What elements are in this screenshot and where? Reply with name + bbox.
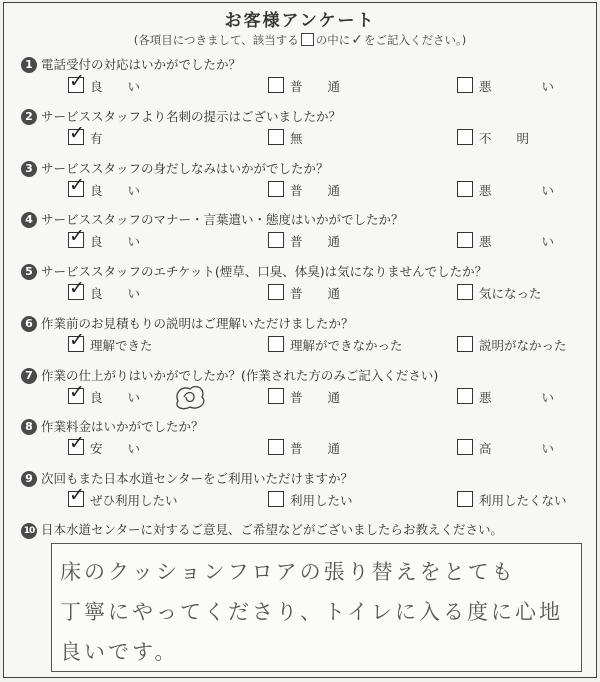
answer-option[interactable]	[457, 181, 587, 199]
answer-checkbox[interactable]	[457, 388, 473, 404]
checkmark-icon: ✓	[69, 381, 85, 403]
question-9	[4, 469, 598, 521]
answer-checkbox[interactable]	[268, 336, 284, 352]
checkmark-icon: ✓	[69, 432, 85, 454]
answer-checkbox[interactable]	[268, 491, 284, 507]
answer-option[interactable]	[68, 225, 248, 250]
doodle-scribble-icon	[172, 381, 208, 413]
question-10-label: 日本水道センターに対するご意見、ご希望などがございましたらお教えください。	[41, 522, 504, 537]
answer-option[interactable]	[457, 284, 587, 302]
answer-option[interactable]	[457, 77, 587, 95]
answer-option-label: 不 明	[479, 131, 530, 146]
answer-option-label: 理解できた	[90, 338, 153, 353]
answer-option[interactable]	[268, 336, 448, 354]
instruction-after: をご記入ください。)	[364, 33, 467, 47]
answer-option[interactable]	[457, 232, 587, 250]
question-label: サービススタッフのマナー・言葉遣い・態度はいかがでしたか？	[41, 212, 404, 227]
comment-answer-box[interactable]	[51, 543, 582, 672]
question-label: サービススタッフのエチケット(煙草、口臭、体臭)は気になりませんでしたか？	[41, 264, 488, 279]
question-number-badge: 1	[21, 57, 37, 73]
answer-option[interactable]	[68, 381, 248, 406]
answer-option[interactable]	[457, 439, 587, 457]
answer-checkbox[interactable]	[268, 232, 284, 248]
question-label: 作業前のお見積もりの説明はご理解いただけましたか？	[41, 316, 354, 331]
answer-checkbox[interactable]	[457, 181, 473, 197]
answer-option-label: 説明がなかった	[479, 338, 567, 353]
answer-checkbox[interactable]	[68, 122, 85, 145]
answer-option[interactable]	[457, 388, 587, 406]
answer-option-label: 良 い	[90, 390, 141, 405]
answer-option[interactable]	[268, 181, 448, 199]
answer-option-label: 高 い	[479, 441, 555, 456]
answer-option-label: 安 い	[90, 441, 141, 456]
answer-option[interactable]	[457, 336, 587, 354]
form-title: お客様アンケート	[224, 11, 376, 31]
question-label: サービススタッフより名刺の提示はございましたか？	[41, 109, 342, 124]
question-text	[21, 417, 204, 435]
answer-option-label: 良 い	[90, 234, 141, 249]
answer-option-label: 悪 い	[479, 79, 555, 94]
answer-option[interactable]	[268, 232, 448, 250]
question-label: 電話受付の対応はいかがでしたか？	[41, 57, 242, 72]
answer-option-label: 利用したくない	[479, 493, 567, 508]
question-2	[4, 107, 598, 159]
question-number-badge: 5	[21, 264, 37, 280]
answer-option[interactable]	[268, 439, 448, 457]
answer-option[interactable]	[68, 329, 248, 354]
question-7	[4, 366, 598, 418]
instruction-before: (各項目につきまして、該当する	[133, 33, 299, 47]
answer-checkbox[interactable]	[68, 484, 85, 507]
answer-checkbox[interactable]	[68, 381, 85, 404]
answer-option-label: 有	[90, 131, 103, 146]
answer-option-label: ぜひ利用したい	[90, 493, 178, 508]
answer-option-label: 普 通	[290, 183, 341, 198]
answer-checkbox[interactable]	[268, 284, 284, 300]
handwritten-line-3: 良いです。	[60, 640, 179, 664]
answer-option[interactable]	[268, 77, 448, 95]
answer-option[interactable]	[68, 70, 248, 95]
form-instruction	[4, 32, 596, 48]
question-number-badge: 6	[21, 316, 37, 332]
checkmark-icon: ✓	[351, 32, 363, 48]
answer-checkbox[interactable]	[268, 181, 284, 197]
answer-option[interactable]	[68, 432, 248, 457]
answer-checkbox[interactable]	[68, 225, 85, 248]
question-number-badge: 2	[21, 109, 37, 125]
answer-option-label: 気になった	[479, 286, 542, 301]
question-text	[21, 262, 487, 280]
question-6	[4, 314, 598, 366]
survey-form	[3, 2, 597, 678]
question-text	[21, 55, 241, 73]
answer-checkbox[interactable]	[268, 388, 284, 404]
question-number-badge: 4	[21, 212, 37, 228]
checkbox-sample-icon	[301, 33, 314, 46]
answer-option-label: 悪 い	[479, 390, 555, 405]
answer-option-label: 悪 い	[479, 234, 555, 249]
checkmark-icon: ✓	[69, 329, 85, 351]
answer-checkbox[interactable]	[457, 491, 473, 507]
instruction-middle: の中に	[315, 33, 351, 47]
answer-option-label: 無	[290, 131, 303, 146]
answer-option-label: 悪 い	[479, 183, 555, 198]
answer-option[interactable]	[68, 174, 248, 199]
answer-checkbox[interactable]	[457, 129, 473, 145]
question-label: 次回もまた日本水道センターをご利用いただけますか？	[41, 471, 354, 486]
answer-checkbox[interactable]	[68, 70, 85, 93]
question-4	[4, 210, 598, 262]
question-number-badge: 7	[21, 368, 37, 384]
question-label: サービススタッフの身だしなみはいかがでしたか？	[41, 161, 329, 176]
answer-option[interactable]	[268, 388, 448, 406]
question-label: 作業料金はいかがでしたか？	[41, 419, 204, 434]
answer-checkbox[interactable]	[268, 129, 284, 145]
answer-option-label: 良 い	[90, 183, 141, 198]
answer-checkbox[interactable]	[457, 77, 473, 93]
answer-option[interactable]	[268, 129, 448, 147]
answer-checkbox[interactable]	[457, 336, 473, 352]
answer-checkbox[interactable]	[457, 439, 473, 455]
checkmark-icon: ✓	[69, 277, 85, 299]
answer-checkbox[interactable]	[68, 432, 85, 455]
answer-checkbox[interactable]	[457, 232, 473, 248]
answer-checkbox[interactable]	[268, 439, 284, 455]
answer-option-label: 普 通	[290, 79, 341, 94]
answer-option[interactable]	[268, 491, 448, 509]
question-number-badge: 10	[21, 523, 37, 539]
question-10	[4, 520, 598, 542]
question-1	[4, 55, 598, 107]
answer-option[interactable]	[68, 277, 248, 302]
question-5	[4, 262, 598, 314]
checkmark-icon: ✓	[69, 484, 85, 506]
answer-option-label: 利用したい	[290, 493, 353, 508]
answer-checkbox[interactable]	[68, 174, 85, 197]
answer-option[interactable]	[457, 491, 587, 509]
answer-option[interactable]	[68, 484, 248, 509]
answer-checkbox[interactable]	[68, 277, 85, 300]
question-8	[4, 417, 598, 469]
question-number-badge: 3	[21, 161, 37, 177]
answer-option[interactable]	[68, 122, 248, 147]
checkmark-icon: ✓	[69, 174, 85, 196]
answer-option-label: 理解ができなかった	[290, 338, 403, 353]
question-number-badge: 8	[21, 419, 37, 435]
checkmark-icon: ✓	[69, 70, 85, 92]
answer-option-label: 普 通	[290, 286, 341, 301]
handwritten-line-1: 床のクッションフロアの張り替えをとても	[60, 560, 516, 584]
answer-option[interactable]	[268, 284, 448, 302]
answer-checkbox[interactable]	[457, 284, 473, 300]
question-3	[4, 159, 598, 211]
answer-option-label: 普 通	[290, 441, 341, 456]
answer-checkbox[interactable]	[68, 329, 85, 352]
question-text	[21, 159, 329, 177]
question-number-badge: 9	[21, 471, 37, 487]
checkmark-icon: ✓	[69, 122, 85, 144]
answer-option-label: 普 通	[290, 234, 341, 249]
question-10-text	[21, 520, 503, 539]
question-label: 作業の仕上がりはいかがでしたか？(作業された方のみご記入ください)	[41, 368, 439, 383]
handwritten-line-2: 丁寧にやってくださり、トイレに入る度に心地	[60, 600, 563, 624]
answer-option-label: 良 い	[90, 286, 141, 301]
answer-option[interactable]	[457, 129, 587, 147]
answer-option-label: 良 い	[90, 79, 141, 94]
answer-option-label: 普 通	[290, 390, 341, 405]
checkmark-icon: ✓	[69, 225, 85, 247]
answer-checkbox[interactable]	[268, 77, 284, 93]
